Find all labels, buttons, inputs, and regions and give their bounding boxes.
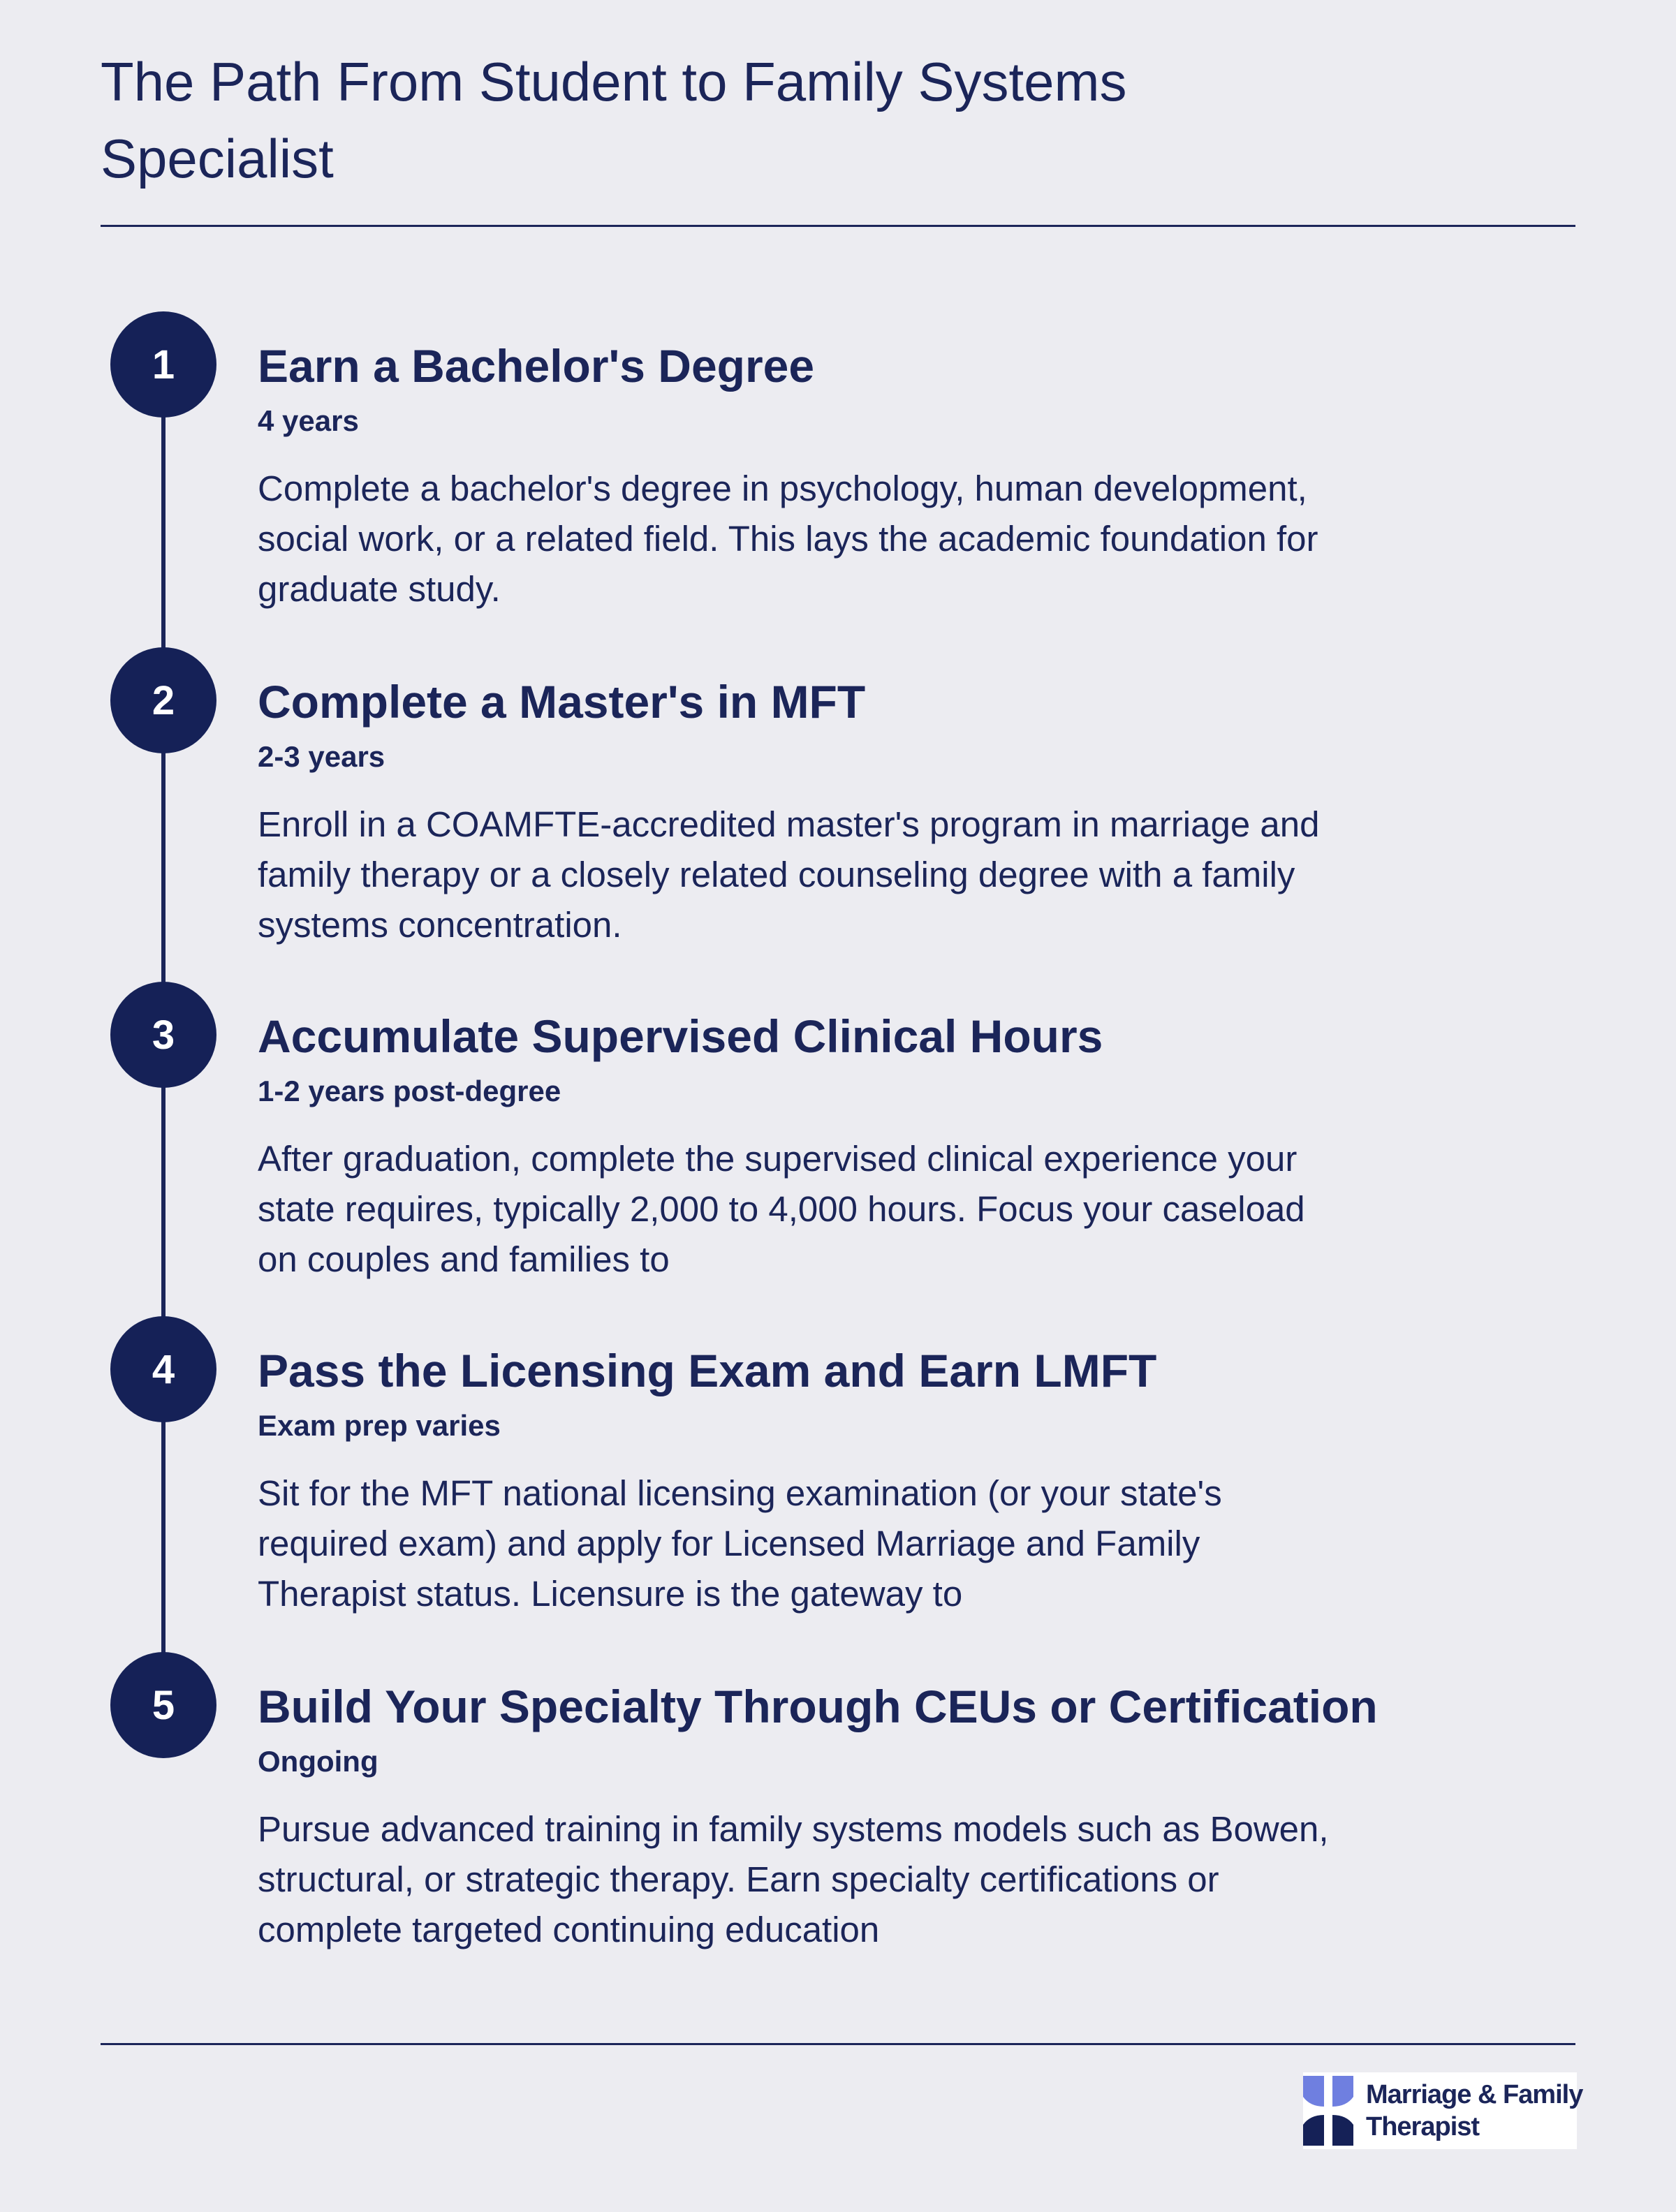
step-description: Pursue advanced training in family systems models such as Bowen, structural, or strategic therapy. Earn specialty certifications or complete targeted continuing education [258, 1809, 1329, 1949]
step-duration: 4 years [258, 404, 359, 437]
timeline-step-1 [0, 311, 1676, 609]
timeline-step-3 [0, 982, 1676, 1279]
step-description: After graduation, complete the supervised clinical experience your state requires, typically 2,000 to 4,000 hours. Focus your caseload on couples and families to [258, 1139, 1305, 1279]
step-number-badge: 2 [110, 647, 216, 753]
brand-logo [1303, 2072, 1583, 2149]
step-duration: Ongoing [258, 1745, 378, 1778]
bottom-divider [101, 2043, 1575, 2045]
logo-line-1: Marriage & Family [1366, 2080, 1583, 2109]
step-number-badge: 4 [110, 1316, 216, 1422]
logo-quadrant-mark-icon [1303, 2076, 1353, 2146]
step-duration: 2-3 years [258, 740, 385, 773]
step-description: Sit for the MFT national licensing examination (or your state's required exam) and apply for Licensed Marriage and Family Therapist status. Licensure is the gateway to [258, 1473, 1222, 1614]
step-title: Earn a Bachelor's Degree [258, 340, 815, 392]
step-title: Complete a Master's in MFT [258, 676, 866, 728]
timeline-step-5 [0, 1652, 1676, 1949]
step-number-badge: 5 [110, 1652, 216, 1758]
timeline-step-2 [0, 647, 1676, 945]
step-description: Enroll in a COAMFTE-accredited master's program in marriage and family therapy or a closely related counseling degree with a family systems concentration. [258, 804, 1320, 945]
step-number-badge: 1 [110, 311, 216, 418]
logo-wordmark [1366, 2079, 1582, 2143]
step-description: Complete a bachelor's degree in psychology, human development, social work, or a related field. This lays the academic foundation for graduate study. [258, 469, 1318, 609]
step-duration: 1-2 years post-degree [258, 1075, 561, 1107]
top-divider [101, 225, 1575, 227]
timeline-step-4 [0, 1316, 1676, 1614]
step-title: Pass the Licensing Exam and Earn LMFT [258, 1345, 1157, 1396]
page-title: The Path From Student to Family Systems Specialist [101, 51, 1127, 189]
step-title: Build Your Specialty Through CEUs or Certification [258, 1681, 1378, 1732]
step-number-badge: 3 [110, 982, 216, 1088]
logo-line-2: Therapist [1366, 2112, 1480, 2141]
step-duration: Exam prep varies [258, 1409, 501, 1442]
step-title: Accumulate Supervised Clinical Hours [258, 1010, 1103, 1062]
